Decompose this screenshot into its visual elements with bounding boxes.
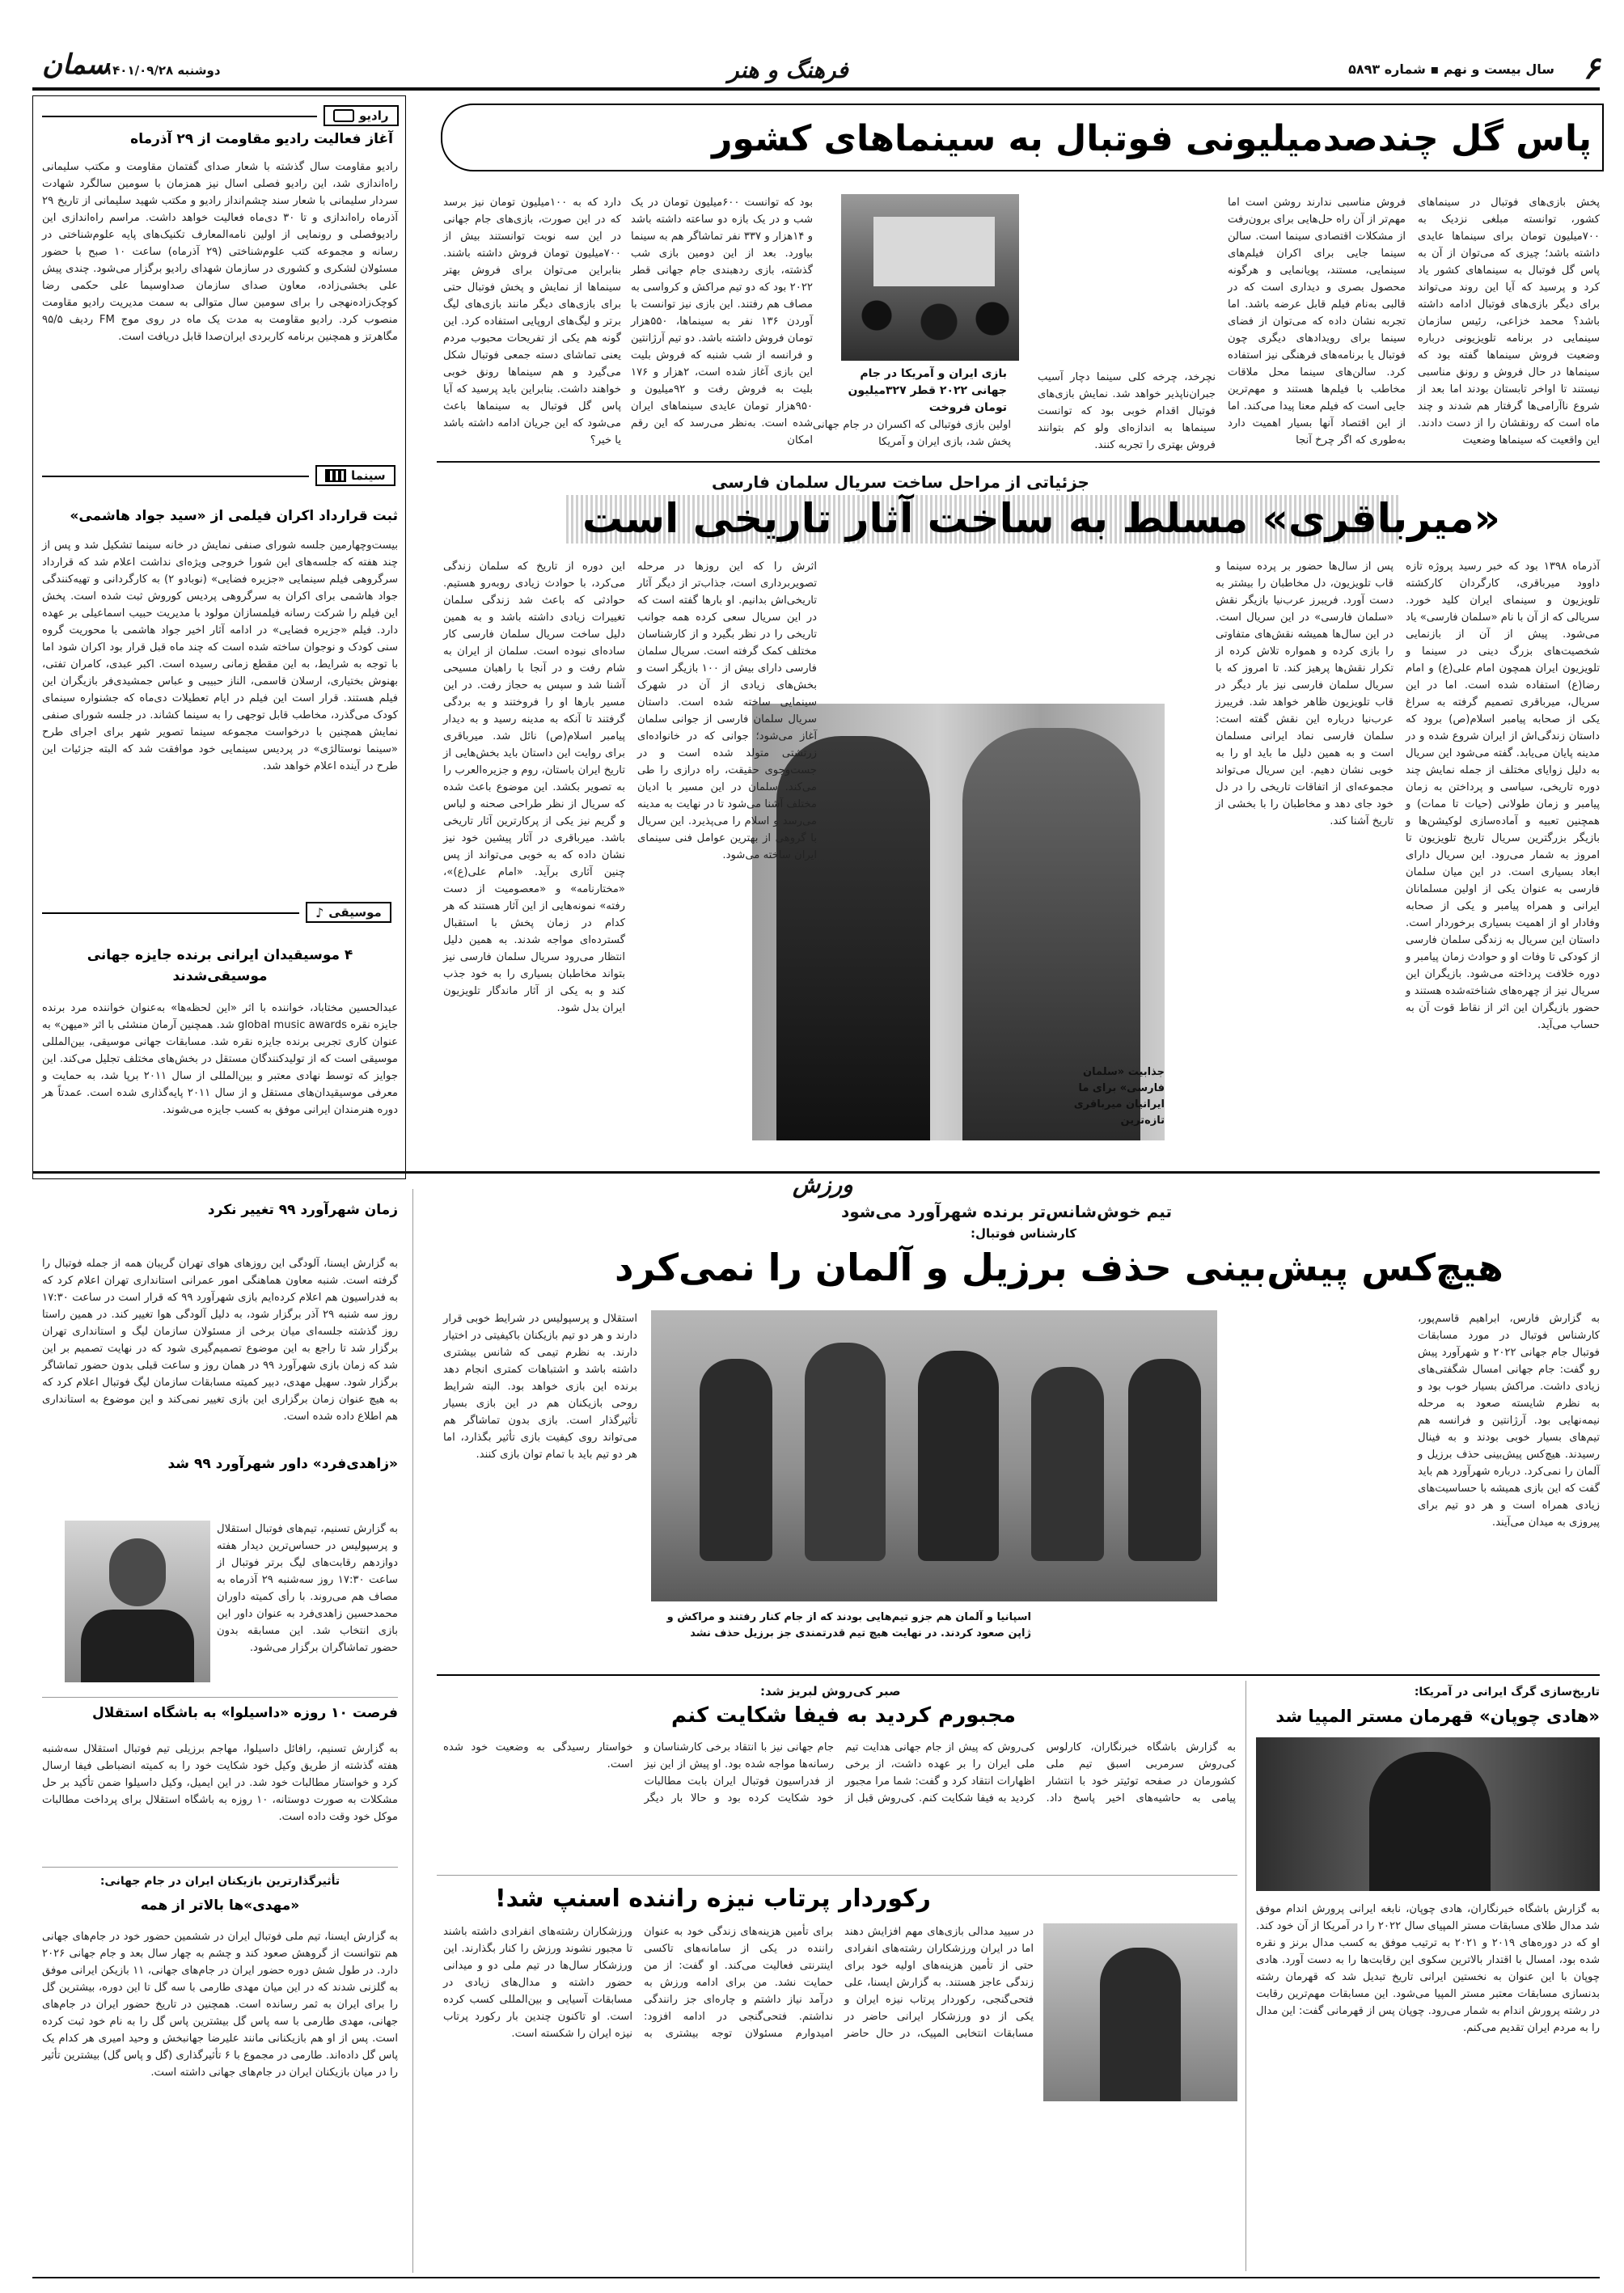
mirbagheri-headline: «میرباقری» مسلط به ساخت آثار تاریخی است	[582, 495, 1500, 542]
forsat-body: به گزارش تسنیم، رافائل داسیلوا، مهاجم برزیلی تیم فوتبال استقلال سه‌شنبه هفته گذشته از طریق وکیل خود شکایت خود را به کمیته انضباطی فیفا ارسال کرد و خواستار مطالبات خود شد. در این ایمیل، وکیل داسیلوا ضمن تأکید بر حل مشکلات به صورت دوستانه، ۱۰ روزه به باشگاه استقلال برای پرداخت مطالبات موکل خود وقت داده است.	[42, 1743, 398, 1823]
cinema-football-headline: پاس گل چندصدمیلیونی فوتبال به سینماهای کشور	[712, 118, 1592, 159]
referee-body: به گزارش تسنیم، تیم‌های فوتبال استقلال و پرسپولیس در حساس‌ترین دیدار هفته دوازدهم رقابت‌های لیگ برتر فوتبال از ساعت ۱۷:۳۰ روز سه‌شنبه ۲۹ آذرماه به مصاف هم می‌روند. با رأی کمیته داوران محمدحسین زاهدی‌فرد به عنوان داور این بازی انتخاب شد. این مسابقه بدون حضور تماشاگران برگزار می‌شود.	[217, 1523, 398, 1654]
player-shape-5	[1128, 1359, 1201, 1561]
hadi-photo	[1256, 1737, 1600, 1891]
shahr-body: به گزارش ایسنا، آلودگی این روزهای هوای تهران گریبان همه از جمله فوتبال را گرفته است. شنبه معاون هماهنگی امور عمرانی استانداری تهران اعلام کرد که به فدراسیون هم اعلام کرده‌ایم بازی شهرآورد ۹۹ که قرار است در ساعت ۱۷:۳۰ روز سه شنبه ۲۹ آذر برگزار شود، به دلیل آلودگی هوا تغییر کند. در همین راستا روز گذشته جلسه‌ای میان برخی از مسئولان سازمان لیگ و استانداری تهران برگزار شد تا راجع به این موضوع تصمیم‌گیری شود که در نهایت تصمیم بر این شد که زمان بازی شهرآورد ۹۹ در همان روز و ساعت قبلی بدون حضور تماشاگر برگزار شود. سهیل مهدی، دبیر کمیته مسابقات سازمان لیگ فوتبال اعلام کرد که به هیچ عنوان زمان برگزاری این بازی تغییر نمی‌کند و این موضوع به استانداری هم اطلاع داده شده است.	[42, 1258, 399, 1423]
cinema-headline: ثبت قرارداد اکران فیلمی از «سید جواد هاشمی»	[70, 508, 398, 524]
sport-section-title: ورزش	[793, 1171, 853, 1198]
music-note-icon: ♪	[315, 904, 324, 920]
player-shape-4	[1031, 1367, 1104, 1561]
referee-headline: «زاهدی‌فرد» داور شهرآورد ۹۹ شد	[167, 1456, 398, 1472]
mirbagheri-kicker: جزئیاتی از مراحل ساخت سریال سلمان فارسی	[712, 472, 1089, 492]
music-label	[306, 902, 391, 923]
forsat-headline: فرصت ۱۰ روزه «داسیلوا» به باشگاه استقلال	[91, 1705, 398, 1721]
radio-headline: آغاز فعالیت رادیو مقاومت از ۲۹ آذرماه	[130, 131, 393, 147]
sport-mid-rule	[437, 1674, 1600, 1676]
cinema-football-col2: فروش مناسبی ندارند روشن است اما مهم‌تر از آن راه حل‌هایی برای برون‌رفت از مشکلات اقتصادی سینما است. سالن سینما جایی برای اکران فیلم‌های سینمایی، مستند، پویانمایی و هرگونه محصول بصری و دیداری است که در قالبی به‌نام فیلم قابل عرضه باشد. اما تجربه نشان داده که می‌توان از فضای سینما برای رویدادهای دیگری چون فوتبال یا برنامه‌های فرهنگی نیز استفاده کرد. سالن‌های سینما محل ملاقات مخاطب با فیلم‌ها هستند و مهم‌ترین جایی است که فیلم معنا پیدا می‌کند. اما از این اقتصاد آنها بسیار اهمیت دارد به‌طوری که اگر چرخ آنجا	[1228, 197, 1406, 446]
cinema-football-col3: نچرخد، چرخه کلی سینما دچار آسیب جبران‌ناپذیر خواهد شد. نمایش بازی‌های فوتبال اقدام خوبی بود که توانست سینماها به اندازه‌ای ولو کم بتوانند فروش بهتری را تجربه کنند.	[1038, 371, 1216, 451]
music-label-text: موسیقی	[328, 905, 382, 920]
film-icon	[325, 469, 346, 482]
ballers-headline: هیچ‌کس پیش‌بینی حذف برزیل و آلمان را نمی‌کرد	[615, 1246, 1503, 1289]
cinema-label-rule	[42, 476, 309, 477]
music-body: عبدالحسین مختاباد، خواننده با اثر «این لحظه‌ها» به‌عنوان خواننده مرد برنده جایزه نقره global music awards شد. همچنین آرمان منشئی با اثر «میهن» به عنوان کاری تجربی برنده جایزه نقره شد. مسابقات جهانی موسیقی، بین‌المللی موسیقی است که از تولیدکنندگان مستقل در بخش‌های مختلف تجلیل می‌کند. این جوایز که توسط نهادی معتبر و بین‌المللی از سال ۲۰۱۱ برپا شد، به حمایت و معرفی موسیقیدان‌های مستقل و از سال ۲۰۱۱ پایه‌گذاری شده است. عمدتاً هر دوره هنرمندان ایرانی موفق به کسب جایزه می‌شوند.	[42, 1002, 398, 1116]
radio-body: رادیو مقاومت سال گذشته با شعار صدای گفتمان مقاومت و مکتب سلیمانی راه‌اندازی شد، این رادیو فصلی اسال نیز همزمان با سومین سالگرد شهادت سردار سلیمانی با شعار سند چشم‌انداز رادیو و مکتب شهید سلیمانی از تاریخ ۲۹ آذرماه راه‌اندازی و تا ۳۰ دی‌ماه فعالیت خواهد داشت. مراسم راه‌اندازی این رادیوفصلی و رونمایی از اولین نامه‌المعارف تکنیک‌های پایه علوم‌شناختی در رسانه و مجموعه کتب علوم‌شناختی (۲۹ آذرماه) ساعت ۱۰ صبح با حضور مسئولان لشکری و کشوری در سازمان شهدای رادیو برگزار می‌شود. چندی پیش علی بخشی‌زاده، معاون صدای سازمان صداوسیما علی حکمی رضا کوچک‌زاده‌نهجی را برای سومین سال متوالی به سمت مدیریت رادیو مقاومت منصوب کرد. رادیو مقاومت به مدت یک ماه در روی موج FM ردیف ۹۵/۵ مگاهرتز و همچنین برنامه کاربردی ایران‌صدا قابل دریافت است.	[42, 161, 398, 343]
javelin-headline: رکوردار پرتاب نیزه راننده اسنپ شد!	[495, 1885, 931, 1913]
bodybuilder-shape	[1369, 1752, 1491, 1891]
ballers-sub: کارشناس فوتبال:	[971, 1226, 1077, 1241]
ballers-kicker: تیم خوش‌شانس‌تر برنده شهرآورد می‌شود	[841, 1202, 1172, 1221]
radio-icon	[333, 109, 354, 122]
cinema-story-rule	[437, 461, 1600, 463]
player-shape-2	[805, 1343, 886, 1561]
referee-head-shape	[109, 1538, 166, 1606]
mehdi-headline: «مهدی»ها بالاتر از همه	[140, 1897, 300, 1914]
hadi-body: به گزارش باشگاه خبرنگاران، هادی چوپان، نابغه ایرانی پرورش اندام موفق شد مدال طلای مسابقات مستر المپیای سال ۲۰۲۲ را در آمریکا از آن خود کند. او که در دوره‌های ۲۰۱۹ و ۲۰۲۱ به ترتیب موفق به کسب مدال برنز و نقره شده بود، امسال با اقتدار بالاترین سکوی این رقابت‌ها را به دست آورد. هادی چوپان با این عنوان به نخستین ایرانی تاریخ تبدیل شد که قهرمان رشته بدنسازی مسابقات معتبر مستر المپیا می‌شود. این مسابقات مهم‌ترین رقابت در رشته پرورش اندام به شمار می‌رود. چوپان پس از قهرمانی گفت: این مدال را به مردم ایران تقدیم می‌کنم.	[1256, 1903, 1600, 2034]
music-headline: ۴ موسیقیدان ایرانی برنده جایزه جهانی موسیقی‌شدند	[87, 947, 353, 984]
mehdi-rule	[42, 1867, 398, 1868]
mehdi-kicker: تأثیرگذارترین بازیکنان ایران در جام جهانی:	[99, 1875, 340, 1888]
cinema-label-text: سینما	[351, 468, 386, 483]
forsat-rule	[42, 1697, 398, 1698]
mirbagheri-col4: این دوره از تاریخ که سلمان زندگی می‌کرد، با حوادث زیادی روبه‌رو هستیم. حوادثی که باعث شد زندگی سلمان تغییرات زیادی داشته باشد و به همین دلیل ساخت سریال سلمان فارسی کار ساده‌ای نبوده است. سلمان از ایران به شام رفت و در آنجا با راهبان مسیحی آشنا شد و سپس به حجاز رفت. در این مسیر بارها او را فروختند و به بردگی گرفتند تا آنکه به مدینه رسید و به دیدار پیامبر اسلام(ص) نائل شد. میرباقری برای روایت این داستان باید بخش‌هایی از تاریخ ایران باستان، روم و جزیره‌العرب را به تصویر بکشد. این موضوع باعث شده که سریال از نظر طراحی صحنه و لباس و گریم نیز یکی از پرکارترین آثار تاریخی باشد. میرباقری در آثار پیشین خود نیز نشان داده که به خوبی می‌تواند از پس چنین آثاری برآید. «امام علی(ع)»، «مختارنامه» و «معصومیت از دست رفته» نمونه‌هایی از این آثار هستند که هر کدام در زمان پخش با استقبال گسترده‌ای مواجه شدند. به همین دلیل انتظار می‌رود سریال سلمان فارسی نیز بتواند مخاطبان بسیاری را به خود جذب کند و به یکی از آثار ماندگار تلویزیون ایران بدل شود.	[443, 561, 625, 1014]
ballers-photo	[651, 1310, 1217, 1601]
mehdi-body: به گزارش ایسنا، تیم ملی فوتبال ایران در ششمین حضور خود در جام‌های جهانی هم نتوانست از گروهش صعود کند و چشم به چهار سال بعد و جام جهانی ۲۰۲۶ دارد. در طول شش دوره حضور ایران در جام‌های جهانی، ۱۱ بازیکن ایرانی موفق به گلزنی شدند که در این میان مهدی طارمی با سه گل تا این دوره، بیشترین گل را برای ایران به ثمر رسانده است. همچنین در تاریخ حضور ایران در جام‌های جهانی، مهدی طارمی با سه پاس گل بیشترین پاس گل را به نام خود ثبت کرده است. پس از او هم بازیکنانی مانند علیرضا جهانبخش و وحید امیری هر کدام یک پاس گل داده‌اند. طارمی در مجموع با ۶ تأثیرگذاری (گل و پاس گل) بیشترین تأثیر را در میان بازیکنان ایران در جام‌های جهانی داشته است.	[42, 1931, 398, 2079]
queiroz-headline: مجبورم کردید به فیفا شکایت کنم	[671, 1703, 1016, 1728]
music-label-rule	[42, 912, 299, 914]
ballers-caption: اسپانیا و آلمان هم جزو تیم‌هایی بودند که از جام کنار رفتند و مراکش و ژاپن صعود کردند. در نهایت هیچ تیم قدرتمندی جز برزیل حذف نشد	[666, 1611, 1031, 1639]
sport-left-divider	[412, 1189, 413, 2273]
issue-info: سال بیست و نهم ▪ شماره ۵۸۹۳	[1348, 61, 1554, 77]
queiroz-kicker: صبر کی‌روش لبریز شد:	[760, 1684, 901, 1699]
page-bottom-rule	[32, 2277, 1600, 2278]
screen-shape	[873, 217, 995, 286]
hadi-headline: «هادی چوپان» قهرمان مستر المپیا شد	[1275, 1707, 1600, 1726]
page-number: ۶	[1583, 50, 1600, 86]
hadi-kicker: تاریخ‌سازی گرگ ایرانی در آمریکا:	[1414, 1686, 1600, 1699]
hadi-divider	[1245, 1681, 1246, 2271]
shahr-headline: زمان شهرآورد ۹۹ تغییر نکرد	[207, 1202, 398, 1218]
mirbagheri-col1: آذرماه ۱۳۹۸ بود که خبر رسید پروژه تازه داوود میرباقری، کارگردان کارکشته تلویزیون و سینمای ایران کلید خورد. سریالی که از آن با نام «سلمان فارسی» یاد می‌شود. پیش از آن از بازنمایی شخصیت‌های بزرگ دینی در سینما و تلویزیون ایران همچون امام علی(ع) و امام رضا(ع) استفاده شده است. اما در این سریال، میرباقری تصمیم گرفته به سراغ یکی از صحابه پیامبر اسلام(ص) برود که داستان زندگی‌اش از ایران شروع شده و در مدینه پایان می‌یابد. گفته می‌شود این سریال به دلیل زوایای مختلف از جمله نمایش چند دوره تاریخی، سیاسی و پرداختن به زمان پیامبر و زمان طولانی (حیات تا ممات) و همچنین تعبیه و آماده‌سازی لوکیشن‌ها و بازیگر بزرگترین سریال تاریخ تلویزیون تا امروز به شمار می‌رود. این سریال دارای ابعاد بسیاری است. در این میان سلمان فارسی به عنوان یکی از اولین مسلمانان ایرانی و همراه پیامبر و یکی از صحابه وفادار او از اهمیت بسیاری برخوردار است. داستان این سریال به زندگی سلمان فارسی از کودکی تا وفات او و حوادث زمان پیامبر و دوره خلافت پرداخته می‌شود. بازیگران این سریال نیز از چهره‌های شناخته‌شده هستند و حضور بازیگران این اثر از نقاط قوت آن به حساب می‌آید.	[1405, 561, 1600, 1031]
player-shape-1	[700, 1359, 772, 1561]
referee-body-shape	[81, 1610, 194, 1682]
mirbagheri-col2: پس از سال‌ها حضور بر پرده سینما و قاب تلویزیون، دل مخاطبان را بیشتر به دست آورد. فریبرز عرب‌نیا بازیگر نقش «سلمان فارسی» در این سریال است. در این سال‌ها همیشه نقش‌های متفاوتی را بازی کرده و همواره تلاش کرده از تکرار نقش‌ها پرهیز کند. تا امروز که با سریال سلمان فارسی نیز بار دیگر در قاب تلویزیون ظاهر خواهد شد. فریبرز عرب‌نیا درباره این نقش گفته است: سلمان فارسی نماد ایرانی مسلمان است و به همین دلیل ما باید او را به خوبی نشان دهیم. این سریال می‌تواند مجموعه‌ای از اتفاقات تاریخی را در دل خود جای دهد و مخاطبان را با بخشی از تاریخ آشنا کند.	[1216, 561, 1394, 827]
cinema-football-col6: دارد که به ۱۰۰میلیون تومان نیز برسد که در این صورت، بازی‌های جام جهانی در این سه نوبت توانستند بیش از ۷۰۰میلیون تومان فروش داشته باشند. بنابراین می‌توان برای فروش بهتر سینماها از نمایش و پخش فوتبال حتی برای بازی‌های دیگر مانند بازی‌های لیگ برتر و لیگ‌های اروپایی استفاده کرد. این گونه هم یکی از تفریحات محبوب مردم یعنی تماشای دسته جمعی فوتبال شکل می‌گیرد و هم سینماها رونق خوبی خواهند داشت. بنابراین باید پرسید که آیا پاس گل فوتبال به سینماها باعث می‌شود که این جریان ادامه داشته باشد یا خیر؟	[443, 197, 621, 446]
javelin-rule	[437, 1875, 1237, 1876]
radio-label-text: رادیو	[359, 108, 389, 123]
radio-label-rule	[42, 116, 317, 117]
cinema-body: بیست‌وچهارمین جلسه شورای صنفی نمایش در خانه سینما تشکیل شد و پس از چند هفته که جلسه‌های این شورا خروجی ویژه‌ای نداشت اعلام شد که قرارداد سرگروهی فیلم سینمایی «جزیره فضایی» (نوبادو ۲) به کارگردانی و تهیه‌کنندگی جواد هاشمی برای اکران به سرگروهی پردیس کوروش ثبت شده است. پخش این فیلم را شرکت رسانه فیلمسازان مولود با مدیریت حبیب اسماعیلی بر عهده دارد. فیلم «جزیره فضایی» در ادامه آثار اخیر جواد هاشمی با محوریت گروه سنی کودک و نوجوان ساخته شده است که چند ماه قبل قرار بود اکران شود اما با توجه به شرایط، به این مقطع زمانی رسیده است. اکبر عبدی، کامران تفتی، بهنوش بختیاری، ارسلان قاسمی، الناز حبیبی و عباس جمشیدی‌فر بازیگران این فیلم هستند. قرار است این فیلم در ایام تعطیلات دی‌ماه که جشنواره سینمای کودک می‌گذرد، مخاطب قابل توجهی را به سینما کشاند. در جلسه شورای صنفی نمایش همچنین با درخواست مجموعه سینما تصویر شهر برای اجرای طرح «سینما نوستالژی» در پردیس سینمایی خود موافقت شد که البته جزئیات این طرح در آینده اعلام خواهد شد.	[42, 539, 398, 772]
crowd-shape	[841, 296, 1019, 361]
referee-photo	[65, 1521, 210, 1682]
cinema-football-caption: بازی ایران و آمریکا در جام جهانی ۲۰۲۲ قطر ۳۲۷میلیون تومان فروخت	[848, 367, 1007, 414]
javelin-body: در سیید مدالی بازی‌های مهم افزایش دهند اما در ایران ورزشکاران رشته‌های انفرادی حتی از تأمین هزینه‌های اولیه خود برای زندگی عاجز هستند. به گزارش ایسنا، علی فتحی‌گنجی، رکوردار پرتاب نیزه ایران و یکی از دو ورزشکار ایرانی حاضر در مسابقات انتخابی المپیک، در حال حاضر برای تأمین هزینه‌های زندگی خود به عنوان راننده در یکی از سامانه‌های تاکسی اینترنتی فعالیت می‌کند. او گفت: از من حمایت نشد. من برای ادامه ورزش به درآمد نیاز داشتم و چاره‌ای جز رانندگی نداشتم. فتحی‌گنجی در ادامه افزود: امیدوارم مسئولان توجه بیشتری به ورزشکاران رشته‌های انفرادی داشته باشند تا مجبور نشوند ورزش را کنار بگذارند. این ورزشکار سال‌ها در تیم ملی دو و میدانی حضور داشته و مدال‌های زیادی در مسابقات آسیایی و بین‌المللی کسب کرده است. او تاکنون چندین بار رکورد پرتاب نیزه ایران را شکسته است.	[443, 1926, 1034, 2040]
ballers-col2: استقلال و پرسپولیس در شرایط خوبی قرار دارند و هر دو تیم بازیکنان باکیفیتی در اختیار دارند. به نظرم تیمی که شانس بیشتری داشته باشد و اشتباهات کمتری انجام دهد برنده این بازی خواهد بود. البته شرایط روحی بازیکنان هم در این بازی بسیار تأثیرگذار است. بازی بدون تماشاگر هم می‌تواند روی کیفیت بازی تأثیر بگذارد، اما هر دو تیم باید با تمام توان بازی کنند.	[443, 1313, 637, 1461]
queiroz-body: به گزارش باشگاه خبرنگاران، کارلوس کی‌روش سرمربی اسبق تیم ملی کشورمان در صفحه توئیتر خود با انتشار پیامی به حاشیه‌های اخیر پاسخ داد. کی‌روش که پیش از جام جهانی هدایت تیم ملی ایران را بر عهده داشت، از برخی اظهارات انتقاد کرد و گفت: شما مرا مجبور کردید به فیفا شکایت کنم. کی‌روش قبل از جام جهانی نیز با انتقاد برخی کارشناسان و رسانه‌ها مواجه شده بود. او پیش از این نیز از فدراسیون فوتبال ایران بابت مطالبات خود شکایت کرده بود و حالا بار دیگر خواستار رسیدگی به وضعیت خود شده است.	[443, 1741, 1236, 1804]
section-title: فرهنگ و هنر	[728, 57, 848, 83]
mirbagheri-caption: جذابیت «سلمان فارسی» برای ما ایرانیان میرباقری تازه‌ترین	[1073, 1066, 1165, 1127]
cinema-label	[315, 465, 395, 486]
cinema-football-col5: بود که توانست ۶۰۰میلیون تومان در یک شب و در یک بازه دو ساعته داشته باشد و ۱۴هزار و ۳۳۷ نفر تماشاگر هم به سینما بیاورد. بعد از این دومین بازی شب گذشته، بازی ردهبندی جام جهانی قطر ۲۰۲۲ بود که دو تیم مراکش و کرواسی به مصاف هم رفتند. این بازی نیز توانست با آوردن ۱۳۶ نفر به سینماها، ۵۵۰هزار تومان فروش داشته باشد. دو تیم آرژانتین و فرانسه از شب شنبه که فروش بلیت این بازی آغاز شده است، ۲هزار و ۱۷۶ بلیت به فروش رفت و ۹۲میلیون و ۹۵۰هزار تومان عایدی سینماهای ایران شده است. به‌نظر می‌رسد که این رقم امکان	[631, 197, 813, 446]
player-shape-3	[918, 1351, 999, 1561]
cinema-football-col1: پخش بازی‌های فوتبال در سینماهای کشور، توانسته مبلغی نزدیک به ۷۰۰میلیون تومان برای سینماها عایدی داشته باشد؛ چیزی که می‌توان از آن به پاس گل فوتبال به سینماهای کشور یاد کرد و پرسید که آیا این روند می‌تواند برای دیگر بازی‌های فوتبال ادامه داشته باشد؟ محمد خزاعی، رئیس سازمان سینمایی در برنامه تلویزیونی درباره وضعیت فروش سینماها گفته بود که سینماها در حال فروش و رونق مناسبی نیستند تا اواخر تابستان بودند اما بعد از شروع ناآرامی‌ها گرفتار هم شدند و چند ماه است که رونقشان را از دست دادند. این واقعیت که سینماها وضعیت	[1418, 197, 1600, 446]
ballers-col1: به گزارش فارس، ابراهیم قاسم‌پور، کارشناس فوتبال در مورد مسابقات فوتبال جام جهانی ۲۰۲۲ و شهرآورد پیش رو گفت: جام جهانی امسال شگفتی‌های زیادی داشت. مراکش بسیار خوب بود و به نظرم شایسته صعود به مرحله نیمه‌نهایی بود. آرژانتین و فرانسه هم تیم‌های بسیار خوبی بودند و به فینال رسیدند. هیچ‌کس پیش‌بینی حذف برزیل و آلمان را نمی‌کرد. درباره شهرآورد هم باید گفت که این بازی همیشه با حساسیت‌های زیادی همراه است و هر دو تیم برای پیروزی به میدان می‌آیند.	[1418, 1313, 1600, 1529]
masthead-rule	[32, 87, 1600, 91]
mirbagheri-col3: اثرش را که این روزها در مرحله تصویربرداری است، جذاب‌تر از دیگر آثار تاریخی‌اش بدانیم. او بارها گفته است که در این سریال سعی کرده همه جوانب تاریخی را در نظر بگیرد و از کارشناسان مختلف کمک گرفته است. سریال سلمان فارسی دارای بیش از ۱۰۰ بازیگر است و بخش‌های زیادی از آن در شهرک سینمایی ساخته شده است. داستان سریال سلمان فارسی از جوانی سلمان آغاز می‌شود؛ جوانی که در خانواده‌ای زرتشتی متولد شده است و در جست‌وجوی حقیقت، راه درازی را طی می‌کند. سلمان در این مسیر با ادیان مختلف آشنا می‌شود تا در نهایت به مدینه می‌رسد و اسلام را می‌پذیرد. این سریال با گروهی از بهترین عوامل فنی سینمای ایران ساخته می‌شود.	[637, 561, 817, 861]
javelin-photo	[1043, 1923, 1237, 2101]
newspaper-logo: سمان	[42, 49, 110, 81]
cinema-football-col4: اولین بازی فوتبالی که اکسران در جام جهانی پخش شد، بازی ایران و آمریکا	[813, 419, 1011, 448]
radio-label	[324, 105, 399, 126]
issue-date: دوشنبه ۱۴۰۱/۰۹/۲۸	[105, 63, 221, 78]
athlete-shape	[1100, 1948, 1181, 2101]
cinema-football-photo	[841, 194, 1019, 361]
